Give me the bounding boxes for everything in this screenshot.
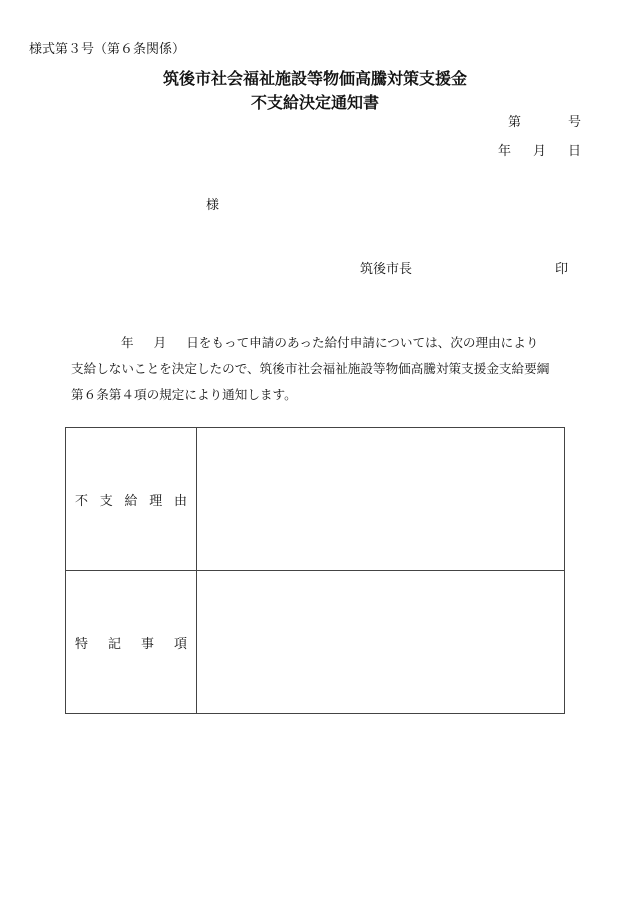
body-line2: 支給しないことを決定したので、筑後市社会福祉施設等物価高騰対策支援金支給要綱 xyxy=(71,361,550,376)
body-year: 年 xyxy=(121,335,134,350)
date-year: 年 xyxy=(498,144,512,159)
doc-number-gou: 号 xyxy=(568,115,582,130)
doc-number-dai: 第 xyxy=(508,115,522,130)
addressee-suffix: 様 xyxy=(206,198,220,213)
body-month: 月 xyxy=(153,335,167,350)
issuer-name: 筑後市長 xyxy=(360,262,413,277)
form-number: 様式第３号（第６条関係） xyxy=(29,42,186,57)
body-line3: 第６条第４項の規定により通知します。 xyxy=(71,387,297,402)
document-title-line1: 筑後市社会福祉施設等物価高騰対策支援金 xyxy=(162,69,467,88)
body-line1 xyxy=(71,330,549,356)
body-line1-rest: 日をもって申請のあった給付申請については、次の理由により xyxy=(186,335,539,350)
reason-value xyxy=(197,428,565,571)
document-title-line2: 不支給決定通知書 xyxy=(250,93,379,112)
remarks-label: 特 記 事 項 xyxy=(66,571,197,714)
table-row-remarks xyxy=(66,571,565,714)
issuer-seal: 印 xyxy=(555,262,569,277)
date-month: 月 xyxy=(533,144,547,159)
remarks-value xyxy=(197,571,565,714)
date-day: 日 xyxy=(568,144,582,159)
notice-table xyxy=(65,427,565,714)
reason-label: 不 支 給 理 由 xyxy=(66,428,197,571)
notice-body xyxy=(71,330,549,408)
table-row-reason xyxy=(66,428,565,571)
